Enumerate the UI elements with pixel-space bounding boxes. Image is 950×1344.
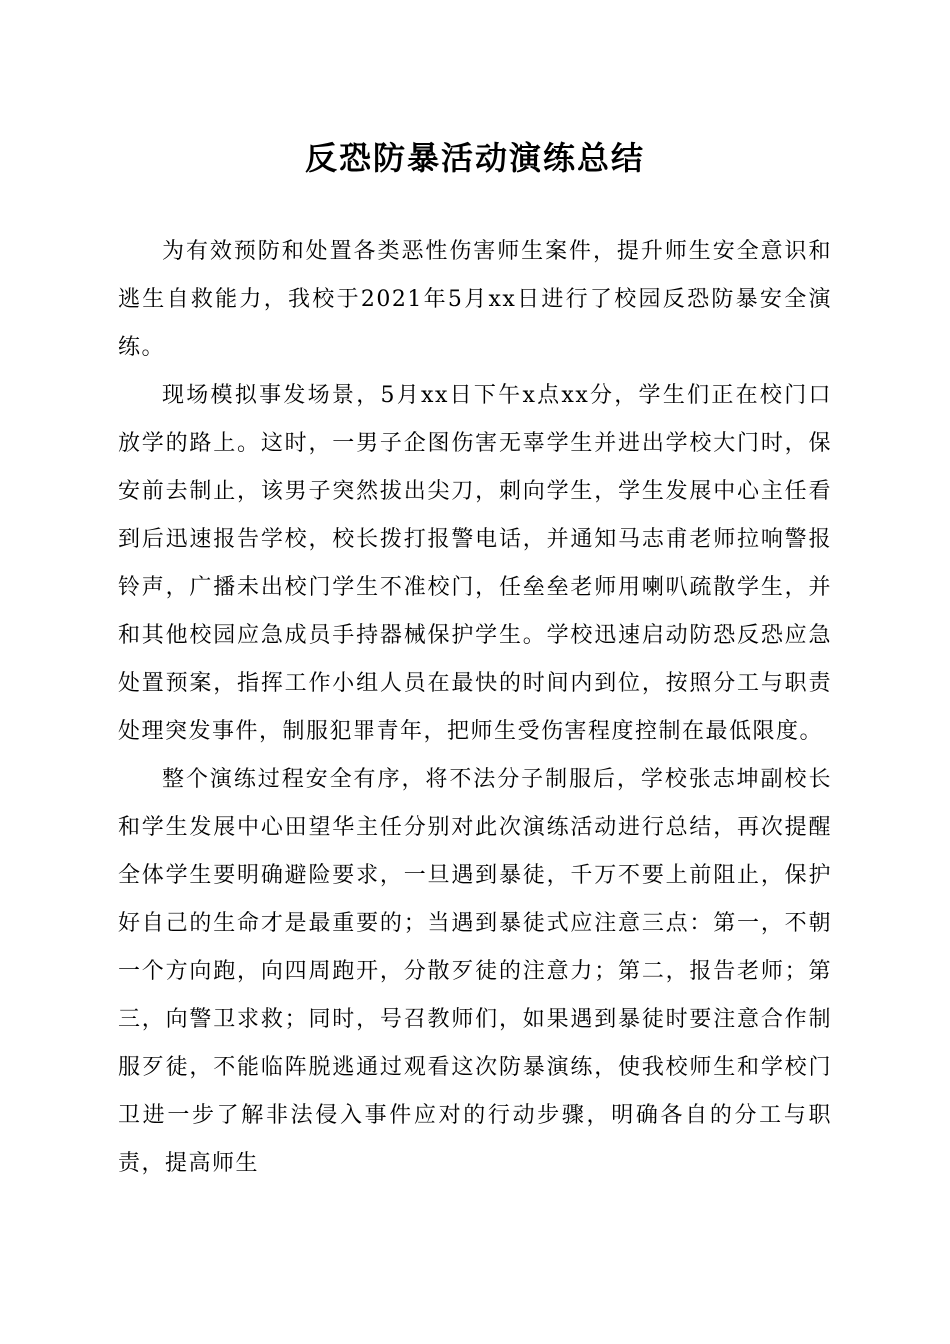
paragraph-summary: 整个演练过程安全有序，将不法分子制服后，学校张志坤副校长和学生发展中心田望华主任分别对此次演练活动进行总结，再次提醒全体学生要明确避险要求，一旦遇到暴徒，千万不要上前阻止，保护好自己的生命才是最重要的；当遇到暴徒式应注意三点：第一，不朝一个方向跑，向四周跑开，分散歹徒的注意力；第二，报告老师；第三，向警卫求救；同时，号召教师们，如果遇到暴徒时要注意合作制服歹徒，不能临阵脱逃通过观看这次防暴演练，使我校师生和学校门卫进一步了解非法侵入事件应对的行动步骤，明确各自的分工与职责，提高师生 [118, 767, 832, 1176]
document-title: 反恐防暴活动演练总结 [304, 139, 645, 177]
paragraph-scenario: 现场模拟事发场景，5月xx日下午x点xx分，学生们正在校门口放学的路上。这时，一男子企图伤害无辜学生并进出学校大门时，保安前去制止，该男子突然拔出尖刀，刺向学生，学生发展中心主任看到后迅速报告学校，校长拨打报警电话，并通知马志甫老师拉响警报铃声，广播未出校门学生不准校门，任垒垒老师用喇叭疏散学生，并和其他校园应急成员手持器械保护学生。学校迅速启动防恐反恐应急处置预案，指挥工作小组人员在最快的时间内到位，按照分工与职责处理突发事件，制服犯罪青年，把师生受伤害程度控制在最低限度。 [118, 383, 832, 744]
paragraph-intro: 为有效预防和处置各类恶性伤害师生案件，提升师生安全意识和逃生自救能力，我校于2021年5月xx日进行了校园反恐防暴安全演练。 [118, 239, 832, 360]
document-body [118, 228, 832, 1188]
